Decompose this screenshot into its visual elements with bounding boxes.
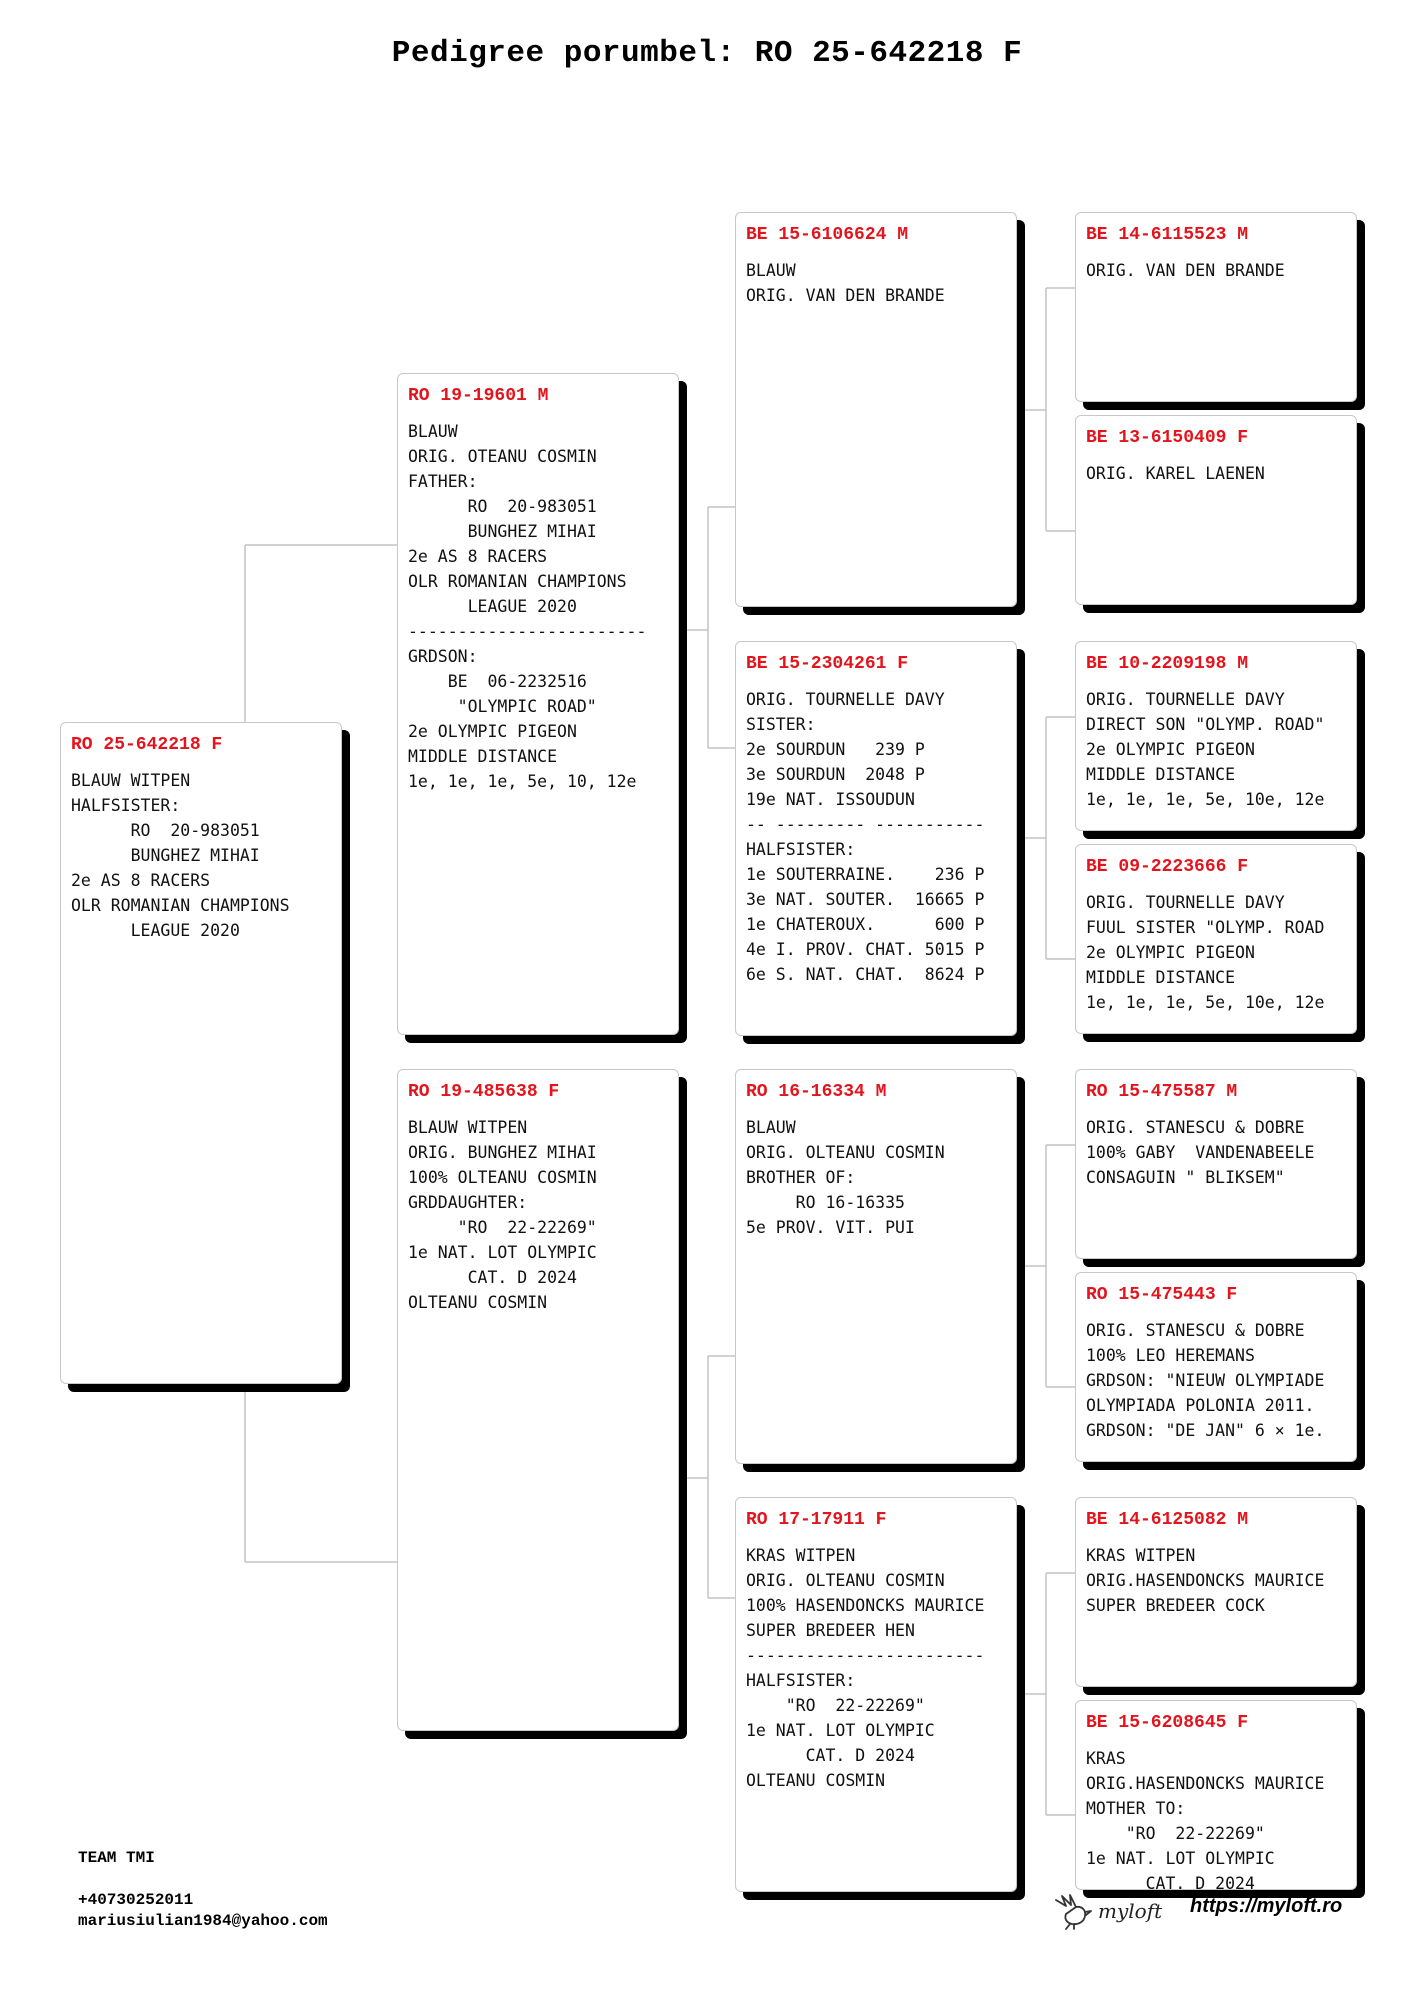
contact-block: [78, 1848, 328, 1932]
ring-number: RO 25-642218 F: [71, 735, 223, 755]
pigeon-card-mmf[interactable]: [1075, 1497, 1357, 1687]
pigeon-card-father[interactable]: [397, 373, 679, 1035]
website-link[interactable]: https://myloft.ro: [1190, 1895, 1343, 1917]
pigeon-card-fff[interactable]: [1075, 212, 1357, 402]
pigeon-info: ORIG. TOURNELLE DAVY DIRECT SON "OLYMP. ROAD" 2e OLYMPIC PIGEON MIDDLE DISTANCE 1e, 1e, 1e, 5e, 10e, 12e: [1086, 690, 1325, 809]
pigeon-info: BLAUW ORIG. OTEANU COSMIN FATHER: RO 20-983051 BUNGHEZ MIHAI 2e AS 8 RACERS OLR ROMANIAN CHAMPIONS LEAGUE 2020 ------------------------ GRDSON: BE 06-2232516 "OLYMPIC ROAD" 2e OLYMPIC PIGEON MIDDLE DISTANCE 1e, 1e, 1e, 5e, 10, 12e: [408, 422, 647, 791]
ring-number: BE 14-6115523 M: [1086, 225, 1249, 245]
logo-text: myloft: [1098, 1899, 1163, 1923]
pigeon-card-fmf[interactable]: [1075, 641, 1357, 831]
pigeon-info: BLAUW WITPEN HALFSISTER: RO 20-983051 BUNGHEZ MIHAI 2e AS 8 RACERS OLR ROMANIAN CHAMPIONS LEAGUE 2020: [71, 771, 290, 940]
ring-number: RO 19-19601 M: [408, 386, 549, 406]
ring-number: BE 14-6125082 M: [1086, 1510, 1249, 1530]
pigeon-card-mother-mother[interactable]: [735, 1497, 1017, 1892]
ring-number: BE 15-2304261 F: [746, 654, 909, 674]
ring-number: BE 15-6106624 M: [746, 225, 909, 245]
pigeon-card-mother[interactable]: [397, 1069, 679, 1731]
pigeon-info: ORIG. KAREL LAENEN: [1086, 464, 1265, 483]
ring-number: BE 09-2223666 F: [1086, 857, 1249, 877]
pigeon-info: KRAS WITPEN ORIG.HASENDONCKS MAURICE SUPER BREDEER COCK: [1086, 1546, 1325, 1615]
pigeon-card-ffm[interactable]: [1075, 415, 1357, 605]
pigeon-card-mfm[interactable]: [1075, 1272, 1357, 1462]
pigeon-card-subject[interactable]: [60, 722, 342, 1384]
ring-number: BE 15-6208645 F: [1086, 1713, 1249, 1733]
phone-number: +40730252011: [78, 1891, 194, 1909]
ring-number: BE 10-2209198 M: [1086, 654, 1249, 674]
pigeon-card-mother-father[interactable]: [735, 1069, 1017, 1464]
ring-number: RO 17-17911 F: [746, 1510, 887, 1530]
ring-number: RO 19-485638 F: [408, 1082, 560, 1102]
pigeon-info: KRAS ORIG.HASENDONCKS MAURICE MOTHER TO: "RO 22-22269" 1e NAT. LOT OLYMPIC CAT. D 2024: [1086, 1749, 1325, 1890]
ring-number: RO 15-475443 F: [1086, 1285, 1238, 1305]
pigeon-card-father-mother[interactable]: [735, 641, 1017, 1036]
ring-number: BE 13-6150409 F: [1086, 428, 1249, 448]
ring-number: RO 15-475587 M: [1086, 1082, 1238, 1102]
pigeon-info: KRAS WITPEN ORIG. OLTEANU COSMIN 100% HASENDONCKS MAURICE SUPER BREDEER HEN ------------------------ HALFSISTER: "RO 22-22269" 1e NAT. LOT OLYMPIC CAT. D 2024 OLTEANU COSMIN: [746, 1546, 985, 1790]
pigeon-info: ORIG. STANESCU & DOBRE 100% LEO HEREMANS GRDSON: "NIEUW OLYMPIADE OLYMPIADA POLONIA 2011. GRDSON: "DE JAN" 6 × 1e.: [1086, 1321, 1325, 1440]
myloft-logo: [1052, 1892, 1162, 1930]
pigeon-info: BLAUW ORIG. VAN DEN BRANDE: [746, 261, 945, 305]
pigeon-card-mmm[interactable]: [1075, 1700, 1357, 1890]
pigeon-info: BLAUW ORIG. OLTEANU COSMIN BROTHER OF: RO 16-16335 5e PROV. VIT. PUI: [746, 1118, 945, 1237]
pigeon-info: ORIG. TOURNELLE DAVY SISTER: 2e SOURDUN 239 P 3e SOURDUN 2048 P 19e NAT. ISSOUDUN -- --------- ----------- HALFSISTER: 1e SOUTERRAINE. 236 P 3e NAT. SOUTER. 16665 P 1e CHATEROUX. 600 P 4e I. PROV. CHAT. 5015 P 6e S. NAT. CHAT. 8624 P: [746, 690, 985, 984]
pigeon-info: ORIG. STANESCU & DOBRE 100% GABY VANDENABEELE CONSAGUIN " BLIKSEM": [1086, 1118, 1315, 1187]
pigeon-card-father-father[interactable]: [735, 212, 1017, 607]
ring-number: RO 16-16334 M: [746, 1082, 887, 1102]
pigeon-card-mff[interactable]: [1075, 1069, 1357, 1259]
pigeon-info: ORIG. TOURNELLE DAVY FUUL SISTER "OLYMP. ROAD 2e OLYMPIC PIGEON MIDDLE DISTANCE 1e, 1e, 1e, 5e, 10e, 12e: [1086, 893, 1325, 1012]
email-address[interactable]: mariusiulian1984@yahoo.com: [78, 1912, 328, 1930]
pigeon-logo-icon: [1052, 1892, 1094, 1930]
pigeon-card-fmm[interactable]: [1075, 844, 1357, 1034]
pigeon-info: BLAUW WITPEN ORIG. BUNGHEZ MIHAI 100% OLTEANU COSMIN GRDDAUGHTER: "RO 22-22269" 1e NAT. LOT OLYMPIC CAT. D 2024 OLTEANU COSMIN: [408, 1118, 597, 1312]
team-name: TEAM TMI: [78, 1849, 155, 1867]
pigeon-info: ORIG. VAN DEN BRANDE: [1086, 261, 1285, 280]
page-title: Pedigree porumbel: RO 25-642218 F: [391, 36, 1023, 71]
